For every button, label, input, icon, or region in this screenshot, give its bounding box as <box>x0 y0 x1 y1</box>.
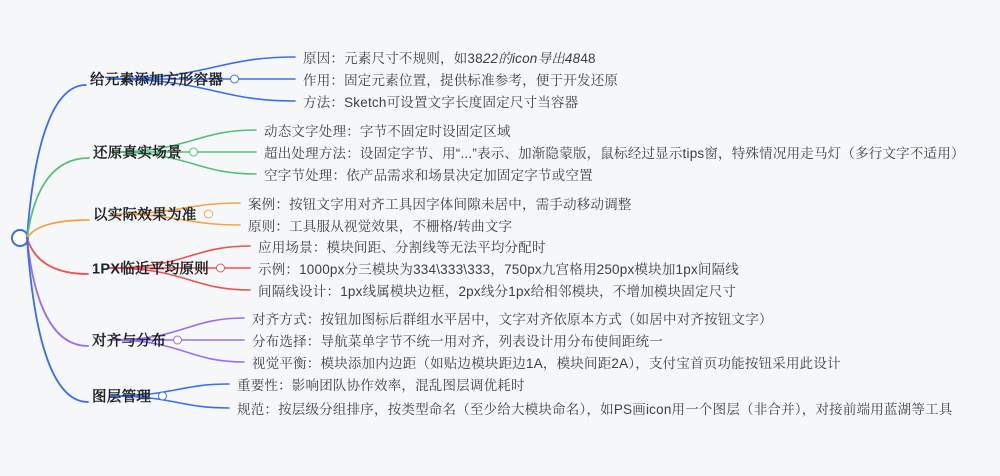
branch-topic-node[interactable] <box>90 69 239 90</box>
node-handle[interactable] <box>204 210 213 219</box>
child-node-label[interactable]: 示例：1000px分三模块为334\333\333，750px九宫格用250px模块加1px间隔线 <box>258 262 739 277</box>
child-node-label[interactable]: 案例：按钮文字用对齐工具因字体间隙未居中，需手动移动调整 <box>248 197 632 212</box>
branch-topic-node[interactable] <box>92 330 182 351</box>
node-handle[interactable] <box>189 148 198 157</box>
connector-line <box>27 220 89 238</box>
branch-topic-node[interactable] <box>93 204 213 225</box>
node-handle[interactable] <box>158 392 167 401</box>
branch-topic-label: 以实际效果为准 <box>93 207 197 224</box>
child-node-label[interactable]: 方法：Sketch可设置文字长度固定尺寸当容器 <box>303 95 579 110</box>
node-handle[interactable] <box>173 336 182 345</box>
child-node-label[interactable]: 分布选择：导航菜单字节不统一用对齐，列表设计用分布使间距统一 <box>252 334 663 349</box>
branch-topic-label: 1PX临近平均原则 <box>92 261 210 278</box>
node-handle[interactable] <box>230 75 239 84</box>
child-node-label[interactable]: 作用：固定元素位置，提供标准参考，便于开发还原 <box>303 73 619 88</box>
child-node-label[interactable]: 间隔线设计：1px线属模块边框，2px线分1px给相邻模块，不增加模块固定尺寸 <box>258 284 737 299</box>
child-node-label[interactable]: 对齐方式：按钮加图标后群组水平居中，文字对齐依原本方式（如居中对齐按钮文字） <box>252 312 773 327</box>
child-node-label[interactable]: 原则：工具服从视觉效果，不栅格/转曲文字 <box>248 219 513 234</box>
child-node-label[interactable]: 超出处理方法：设固定字节、用“...”表示、加渐隐蒙版，鼠标经过显示tips窗，特殊情况用走马灯（多行文字不适用） <box>264 146 965 161</box>
root-node[interactable] <box>12 230 28 246</box>
child-node-label[interactable]: 空字节处理：依产品需求和场景决定加固定字节或空置 <box>264 168 593 183</box>
child-node-label[interactable]: 应用场景：模块间距、分割线等无法平均分配时 <box>258 240 546 255</box>
connector-line <box>27 85 86 238</box>
branch-topic-node[interactable] <box>92 258 225 279</box>
child-node-label[interactable] <box>303 47 596 67</box>
connector-line <box>27 158 89 238</box>
child-node-label[interactable]: 动态文字处理：字节不固定时设固定区域 <box>264 124 511 139</box>
child-node-text-italic: 22的icon导出48 <box>482 51 581 66</box>
child-node-label[interactable]: 规范：按层级分组排序，按类型命名（至少给大模块命名），如PS画icon用一个图层（非合并），对接前端用蓝湖等工具 <box>237 402 953 417</box>
branch-topic-label: 还原真实场景 <box>93 145 182 162</box>
branch-topic-node[interactable] <box>92 386 167 407</box>
child-node-text: 48 <box>580 51 596 66</box>
node-handle[interactable] <box>216 264 225 273</box>
child-node-label[interactable]: 重要性：影响团队协作效率，混乱图层调优耗时 <box>237 378 525 393</box>
child-node-text: 原因：元素尺寸不规则，如38 <box>303 51 483 66</box>
branch-topic-label: 给元素添加方形容器 <box>90 72 224 89</box>
child-node-label[interactable]: 视觉平衡：模块添加内边距（如贴边模块距边1A，模块间距2A），支付宝首页功能按钮采用此设计 <box>252 356 841 371</box>
branch-topic-label: 对齐与分布 <box>92 333 166 350</box>
connector-line <box>27 238 88 274</box>
branch-topic-node[interactable] <box>93 142 198 163</box>
connector-line <box>27 238 88 402</box>
branch-topic-label: 图层管理 <box>92 389 152 406</box>
